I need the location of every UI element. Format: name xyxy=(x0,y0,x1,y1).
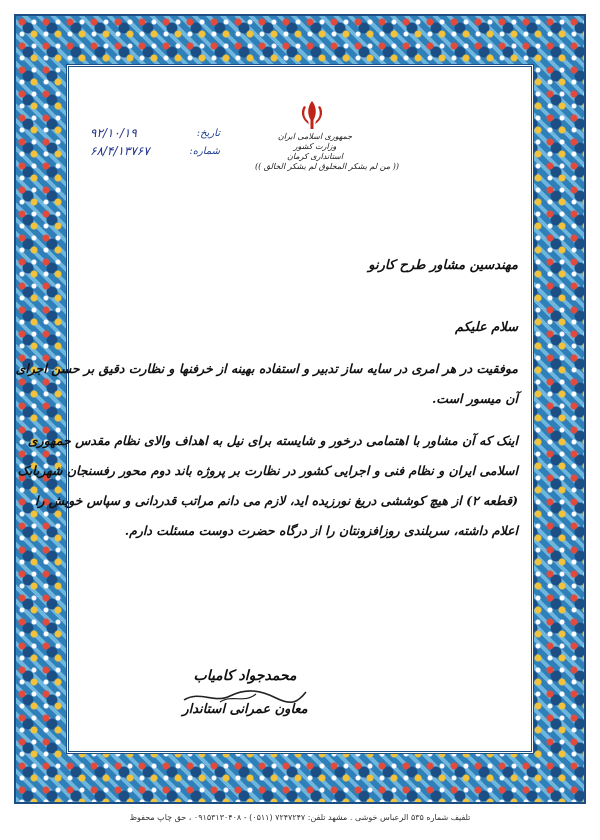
letter-metadata xyxy=(90,124,220,160)
date-row xyxy=(90,124,220,142)
body-line: آن میسور است. xyxy=(431,391,518,406)
body-line: اینک که آن مشاور با اهتمامی درخور و شایسته برای نیل به اهداف والای نظام مقدس جمهوری xyxy=(27,433,518,448)
date-label: تاریخ: xyxy=(196,127,220,139)
body-line: اعلام داشته، سربلندی روزافزونتان را از درگاه حضرت دوست مسئلت دارم. xyxy=(124,523,518,538)
gov-line-country: جمهوری اسلامی ایران xyxy=(277,132,353,141)
signer-title: معاون عمرانی استاندار xyxy=(182,702,308,717)
gov-line-province: استانداری کرمان xyxy=(287,152,343,161)
body-line: موفقیت در هر امری در سایه ساز تدبیر و استفاده بهینه از خرفنها و نظارت دقیق بر حسن اجرای xyxy=(15,361,518,376)
greeting-line: سلام علیکم xyxy=(454,320,518,335)
body-line: (قطعه ۲) از هیچ کوششی دریغ نورزیده اید، لازم می دانم مراتب قدردانی و سپاس خویش را xyxy=(34,493,518,508)
recipient-line: مهندسین مشاور طرح کارنو xyxy=(368,258,518,273)
government-header xyxy=(255,132,399,172)
gov-line-motto: (( من لم یشکر المخلوق لم یشکر الخالق )) xyxy=(255,162,399,171)
printer-footer: تلفیف شماره ۵۳۵ الرعباس خوشی . مشهد تلفن: ۷۲۴۷۲۴۷ (۰۵۱۱) - ۰۹۱۵۳۱۳۰۴۰۸ ، حق چاپ محفوظ xyxy=(129,813,471,822)
signer-name: محمدجواد کامیاب xyxy=(193,668,297,684)
number-label: شماره: xyxy=(189,145,220,157)
letter-body xyxy=(15,354,518,546)
number-value: ۶۸/۴/۱۳۷۶۷ xyxy=(90,144,150,158)
iran-emblem-icon xyxy=(295,98,329,132)
number-row xyxy=(90,142,220,160)
gov-line-ministry: وزارت کشور xyxy=(293,142,337,151)
date-value: ۹۲/۱۰/۱۹ xyxy=(90,126,137,140)
signature-block xyxy=(170,668,320,717)
body-line: اسلامی ایران و نظام فنی و اجرایی کشور در نظارت بر پروژه باند دوم محور رفسنجان شهربابک xyxy=(17,463,518,478)
certificate-page xyxy=(15,68,530,750)
